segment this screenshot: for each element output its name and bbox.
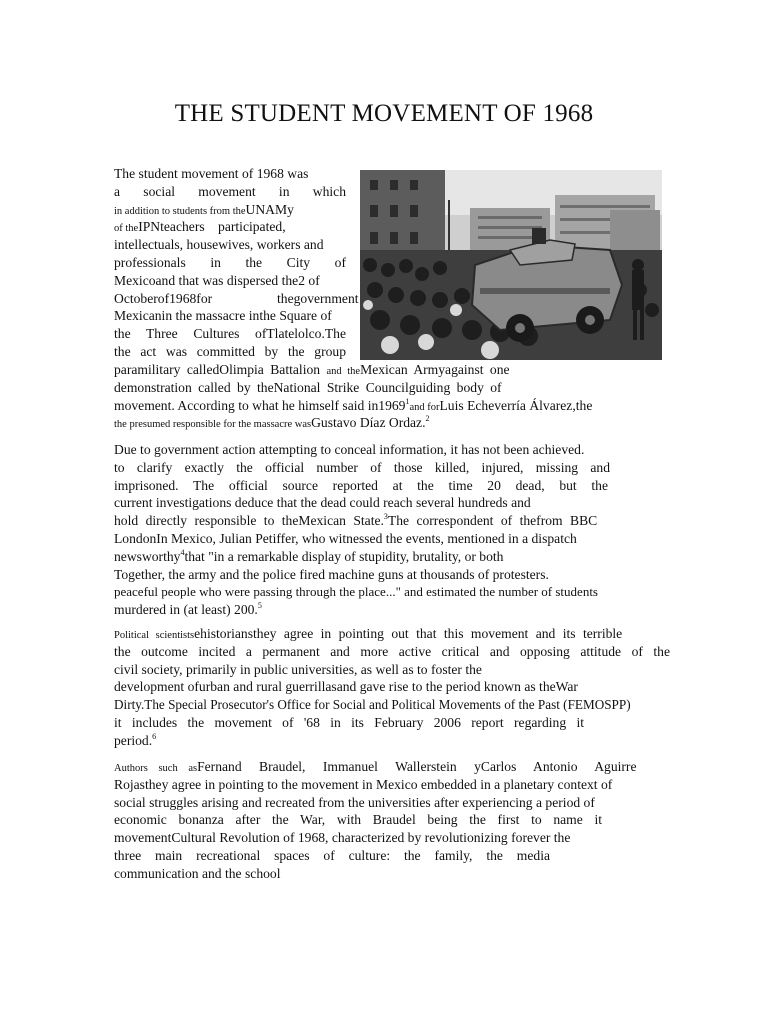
text-line: movement. According to what he himself said in1969$^1$and forLuis Echeverría Álvarez,the [114,396,593,413]
document-title: THE STUDENT MOVEMENT OF 1968 [174,100,594,127]
text-line: a social movement in which [114,183,346,199]
armored-vehicle-crowd-image [360,170,662,360]
text-line: Octoberof1968for thegovernment [114,290,359,306]
text-line: it includes the movement of '68 in its February 2006 report regarding it [114,714,584,730]
text-line: social struggles arising and recreated from the universities after experiencing a period of [114,794,595,810]
text-line: Political scientistsehistoriansthey agree in pointing out that this movement and its terrible [114,626,623,641]
text-line: development ofurban and rural guerrillasand gave rise to the period known as theWar [114,679,578,695]
text-line: Mexicanin the massacre inthe Square of [114,308,332,324]
text-line: current investigations deduce that the dead could reach several hundreds and [114,495,531,511]
paragraph-1-continued [114,361,664,432]
text-line: Together, the army and the police fired machine guns at thousands of protesters. [114,566,549,582]
text-line: LondonIn Mexico, Julian Petiffer, who witnessed the events, mentioned in a dispatch [114,530,577,546]
text-line: imprisoned. The official source reported at the time 20 dead, but the [114,477,608,493]
text-line: newsworthy$^4$that "in a remarkable display of stupidity, brutality, or both [114,547,504,564]
text-line: civil society, primarily in public universities, as well as to foster the [114,661,482,677]
text-line: Due to government action attempting to conceal information, it has not been achieved. [114,442,585,457]
text-line: peaceful people who were passing through the place..." and estimated the number of students [114,584,598,600]
historical-photo [360,170,662,360]
paragraph-1 [114,165,359,361]
text-line: Dirty.The Special Prosecutor's Office for Social and Political Movements of the Past (FEMOSPP) [114,697,631,713]
paragraph-4 [114,758,674,883]
paragraph-3 [114,625,689,750]
text-line: hold directly responsible to theMexican State.$^3$The correspondent of thefrom BBC [114,512,598,529]
text-line: economic bonanza after the War, with Braudel being the first to name it [114,812,602,828]
text-line: The student movement of 1968 was [114,166,309,181]
text-line: Mexicoand that was dispersed the2 of [114,272,320,288]
text-line: communication and the school [114,865,281,881]
text-line: the Three Cultures ofTlatelolco.The [114,326,346,342]
text-line: period.$^6$ [114,731,157,748]
text-line: the outcome incited a permanent and more active critical and opposing attitude of the [114,643,670,659]
text-line: demonstration called by theNational Strike Councilguiding body of [114,379,502,395]
text-line: Authors such asFernand Braudel, Immanuel Wallerstein yCarlos Antonio Aguirre [114,759,637,774]
text-line: in addition to students from theUNAMy [114,201,294,217]
paragraph-2 [114,441,689,619]
text-line: of theIPNteachers participated, [114,219,286,235]
text-line: to clarify exactly the official number of those killed, injured, missing and [114,459,610,475]
text-line: intellectuals, housewives, workers and [114,237,324,253]
text-line: Rojasthey agree in pointing to the movement in Mexico embedded in a planetary context of [114,776,613,792]
text-line: paramilitary calledOlimpia Battalion and theMexican Armyagainst one [114,362,510,377]
text-line: the presumed responsible for the massacre wasGustavo Díaz Ordaz.$^2$ [114,414,430,431]
text-line: the act was committed by the group [114,343,346,359]
text-line: movementCultural Revolution of 1968, characterized by revolutionizing forever the [114,830,571,846]
text-line: three main recreational spaces of culture: the family, the media [114,847,550,863]
text-line: murdered in (at least) 200.$^5$ [114,601,262,618]
text-line: professionals in the City of [114,254,346,270]
